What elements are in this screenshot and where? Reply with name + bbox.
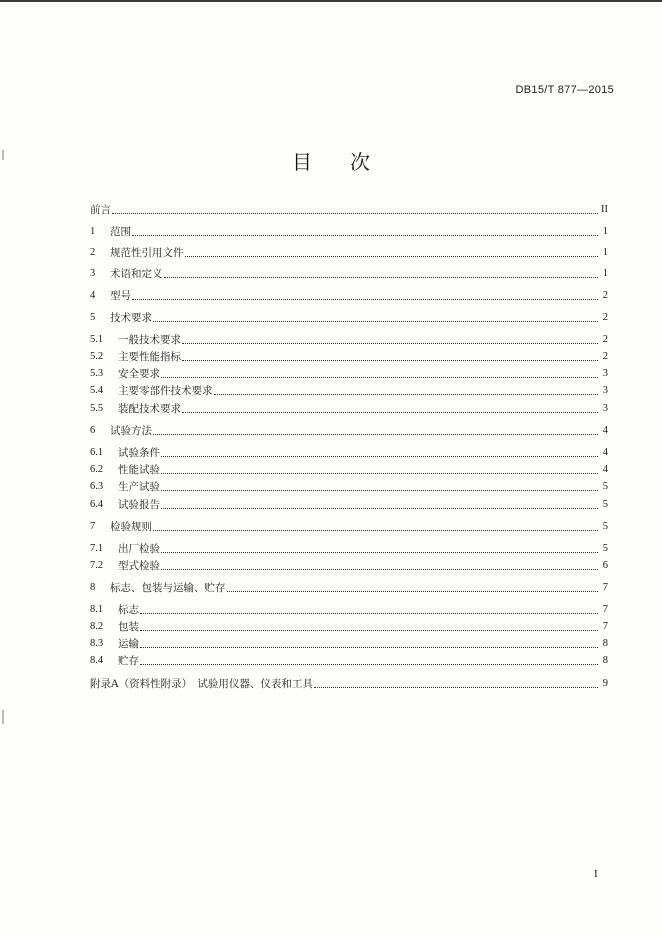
toc-leader-dots [314, 686, 598, 688]
toc-entry-title: 生产试验 [118, 481, 160, 493]
toc-entry[interactable] [90, 579, 608, 595]
toc-entry-title: 试验条件 [118, 447, 160, 459]
toc-entry[interactable] [90, 309, 608, 325]
toc-leader-dots [227, 590, 599, 592]
toc-entry-page: 4 [602, 464, 608, 475]
toc-entry-page: 3 [602, 403, 608, 414]
toc-entry[interactable] [90, 601, 608, 617]
toc-entry-number: 6.4 [90, 499, 104, 510]
toc-entry-title: 安全要求 [118, 368, 160, 380]
page-number: I [594, 868, 598, 880]
toc-leader-dots [132, 234, 598, 236]
toc-entry[interactable] [90, 652, 608, 668]
toc-entry-page: 2 [602, 290, 608, 301]
title-char-1: 目 [292, 150, 312, 174]
toc-entry-number: 6 [90, 425, 96, 436]
toc-leader-dots [161, 551, 598, 553]
toc-entry-page: 5 [602, 521, 608, 532]
toc-entry[interactable] [90, 422, 608, 438]
toc-entry-page: 7 [602, 582, 608, 593]
toc-entry-page: 1 [602, 226, 608, 237]
top-border [0, 0, 662, 2]
toc-leader-dots [140, 629, 598, 631]
toc-entry-title: 试验方法 [110, 425, 152, 437]
toc-entry[interactable] [90, 265, 608, 281]
toc-entry[interactable] [90, 244, 608, 260]
toc-entry[interactable] [90, 461, 608, 477]
toc-entry-title: 装配技术要求 [118, 403, 181, 415]
toc-entry-page: 9 [602, 678, 608, 689]
toc-entry[interactable] [90, 382, 608, 398]
toc-leader-dots [132, 298, 598, 300]
toc-leader-dots [140, 646, 598, 648]
toc-entry-page: 2 [602, 334, 608, 345]
toc-entry[interactable] [90, 618, 608, 634]
toc-entry-page: 2 [602, 312, 608, 323]
toc-entry[interactable] [90, 400, 608, 416]
toc-entry[interactable] [90, 496, 608, 512]
toc-entry[interactable] [90, 348, 608, 364]
toc-leader-dots [153, 433, 598, 435]
toc-leader-dots [161, 507, 598, 509]
toc-entry-page: 8 [602, 638, 608, 649]
toc-entry-title: 型号 [110, 290, 131, 302]
toc-entry-number: 6.3 [90, 481, 104, 492]
toc-entry-page: 1 [602, 247, 608, 258]
toc-entry-title: 前言 [90, 204, 111, 216]
toc-entry-page: 2 [602, 351, 608, 362]
page-title [0, 146, 662, 175]
toc-entry-title: 检验规则 [110, 521, 152, 533]
toc-entry-title: 范围 [110, 226, 131, 238]
toc-leader-dots [153, 529, 598, 531]
toc-entry[interactable] [90, 287, 608, 303]
title-char-2: 次 [350, 150, 370, 174]
toc-entry-number: 8.3 [90, 638, 104, 649]
toc-leader-dots [140, 663, 598, 665]
toc-entry-number: 2 [90, 247, 96, 258]
toc-entry-title: 术语和定义 [110, 268, 163, 280]
toc-entry-title: 主要性能指标 [118, 351, 181, 363]
toc-entry-page: 7 [602, 621, 608, 632]
toc-leader-dots [161, 376, 598, 378]
toc-entry-number: 8.1 [90, 604, 104, 615]
toc-entry-title: 一般技术要求 [118, 334, 181, 346]
toc-entry-number: 5.4 [90, 385, 104, 396]
toc-leader-dots [112, 212, 598, 214]
toc-entry[interactable] [90, 331, 608, 347]
toc-leader-dots [153, 320, 598, 322]
toc-entry[interactable] [90, 365, 608, 381]
toc-entry-number: 5 [90, 312, 96, 323]
toc-entry[interactable] [90, 675, 608, 691]
toc-entry-number: 3 [90, 268, 96, 279]
toc-entry-number: 6.2 [90, 464, 104, 475]
document-code: DB15/T 877—2015 [515, 84, 614, 96]
toc-entry-title: 附录A（资料性附录） 试验用仪器、仪表和工具 [90, 678, 313, 690]
toc-entry-number: 7.2 [90, 560, 104, 571]
toc-leader-dots [182, 359, 598, 361]
toc-entry-page: 8 [602, 655, 608, 666]
toc-leader-dots [185, 255, 599, 257]
toc-entry-page: 1 [602, 268, 608, 279]
toc-entry-page: 3 [602, 368, 608, 379]
toc-entry-page: 4 [602, 425, 608, 436]
toc-entry-number: 6.1 [90, 447, 104, 458]
toc-entry[interactable] [90, 201, 608, 217]
toc-entry-number: 5.5 [90, 403, 104, 414]
scan-mark [2, 710, 4, 724]
toc-leader-dots [161, 568, 598, 570]
toc-entry-title: 出厂检验 [118, 543, 160, 555]
toc-entry-page: 6 [602, 560, 608, 571]
toc-entry[interactable] [90, 444, 608, 460]
toc-entry-page: 4 [602, 447, 608, 458]
toc-entry-title: 性能试验 [118, 464, 160, 476]
toc-entry-page: 5 [602, 481, 608, 492]
toc-leader-dots [182, 411, 598, 413]
toc-leader-dots [161, 489, 598, 491]
toc-entry-title: 规范性引用文件 [110, 247, 184, 259]
toc-entry-title: 型式检验 [118, 560, 160, 572]
toc-leader-dots [140, 612, 598, 614]
toc-entry-number: 1 [90, 226, 96, 237]
toc-entry[interactable] [90, 635, 608, 651]
toc-leader-dots [214, 393, 599, 395]
toc-entry[interactable] [90, 557, 608, 573]
toc-entry-number: 8 [90, 582, 96, 593]
toc-entry-title: 标志 [118, 604, 139, 616]
toc-entry-title: 技术要求 [110, 312, 152, 324]
toc-entry-number: 4 [90, 290, 96, 301]
toc-entry-title: 主要零部件技术要求 [118, 385, 213, 397]
toc-leader-dots [161, 455, 598, 457]
toc-entry-page: 5 [602, 499, 608, 510]
toc-entry-number: 5.1 [90, 334, 104, 345]
toc-entry-number: 8.2 [90, 621, 104, 632]
toc-entry-title: 标志、包装与运输、贮存 [110, 582, 226, 594]
toc-leader-dots [161, 472, 598, 474]
toc-leader-dots [164, 276, 599, 278]
toc-entry-number: 7 [90, 521, 96, 532]
toc-entry-title: 试验报告 [118, 499, 160, 511]
toc-entry-page: 5 [602, 543, 608, 554]
toc-entry-title: 包装 [118, 621, 139, 633]
toc-entry[interactable] [90, 223, 608, 239]
toc-entry[interactable] [90, 478, 608, 494]
toc-entry-title: 运输 [118, 638, 139, 650]
toc-entry-number: 8.4 [90, 655, 104, 666]
toc-entry-title: 贮存 [118, 655, 139, 667]
toc-entry-page: 3 [602, 385, 608, 396]
toc-entry-number: 7.1 [90, 543, 104, 554]
toc-entry[interactable] [90, 540, 608, 556]
toc-entry[interactable] [90, 518, 608, 534]
toc-entry-number: 5.2 [90, 351, 104, 362]
toc-entry-page: 7 [602, 604, 608, 615]
toc-entry-number: 5.3 [90, 368, 104, 379]
toc-leader-dots [182, 342, 598, 344]
toc-entry-page: II [601, 204, 608, 215]
